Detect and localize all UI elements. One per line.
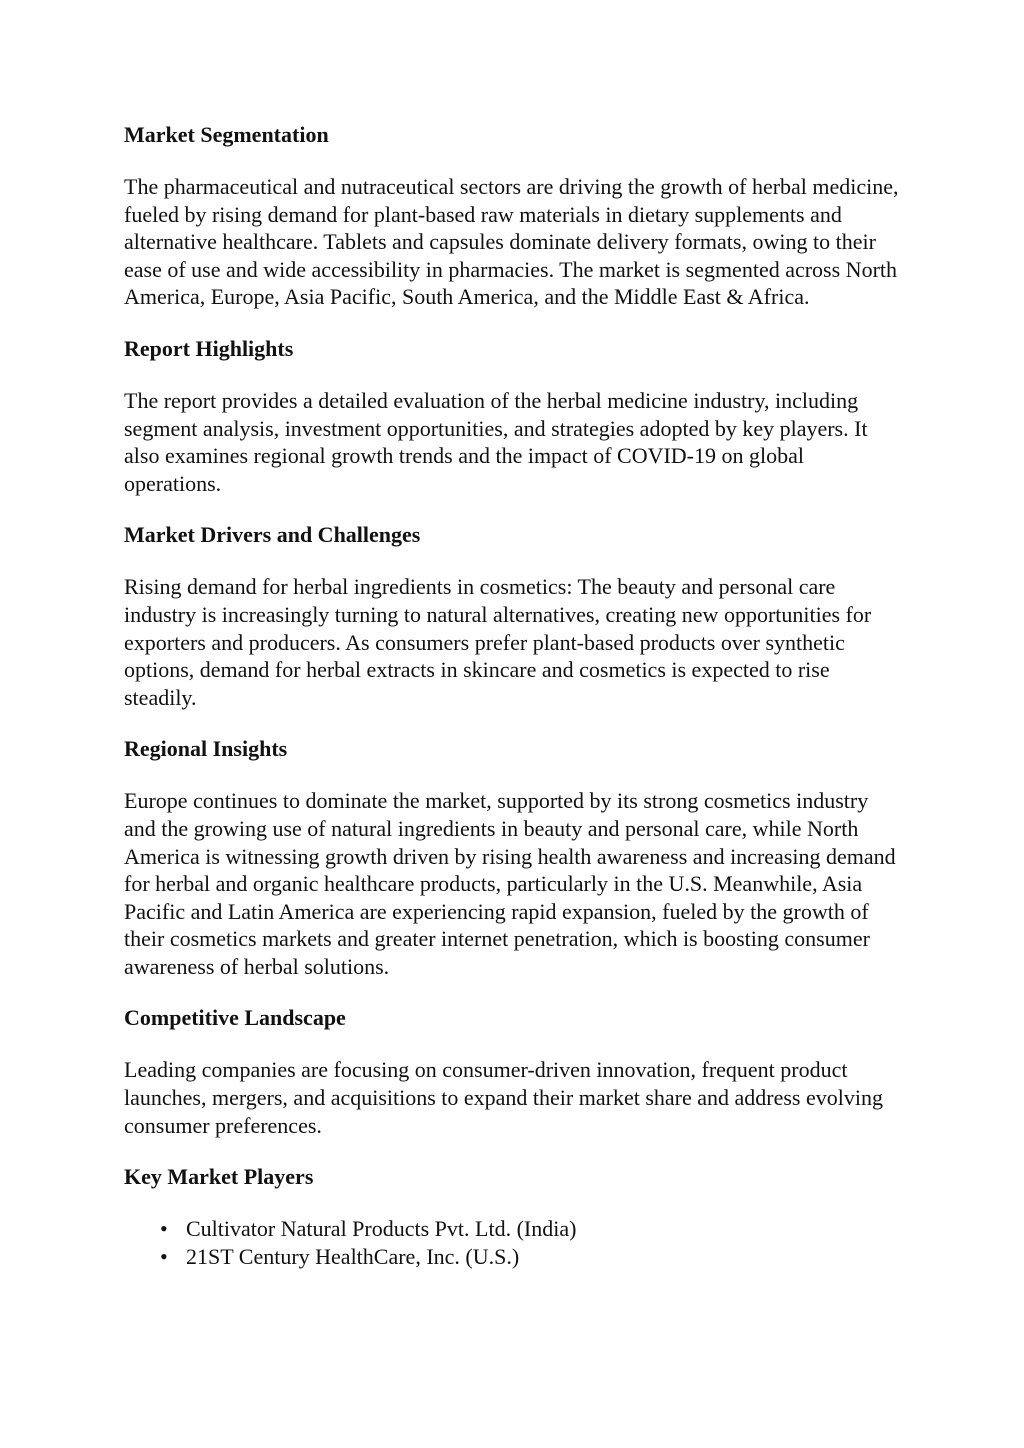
key-player-name: 21ST Century HealthCare, Inc. (U.S.) [186,1244,520,1270]
heading-competitive-landscape: Competitive Landscape [124,1005,346,1031]
key-player-name: Cultivator Natural Products Pvt. Ltd. (India) [186,1216,577,1242]
paragraph-market-segmentation: The pharmaceutical and nutraceutical sectors are driving the growth of herbal medicine, fueled by rising demand for plant-based raw materials in dietary supplements and alternative healthcare. Tablets and capsules dominate delivery formats, owing to their ease of use and wide accessibility in pharmacies. The market is segmented across North America, Europe, Asia Pacific, South America, and the Middle East & Africa. [124,174,899,310]
paragraph-report-highlights: The report provides a detailed evaluation of the herbal medicine industry, including segment analysis, investment opportunities, and strategies adopted by key players. It also examines regional growth trends and the impact of COVID-19 on global operations. [124,387,868,496]
list-item [124,1215,904,1243]
heading-market-segmentation: Market Segmentation [124,122,329,147]
paragraph-market-drivers: Rising demand for herbal ingredients in cosmetics: The beauty and personal care industry is increasingly turning to natural alternatives, creating new opportunities for exporters and producers. As consumers prefer plant-based products over synthetic options, demand for herbal extracts in skincare and cosmetics is expected to rise steadily. [124,574,872,710]
heading-key-market-players: Key Market Players [124,1164,314,1190]
bullet-icon: • [160,1244,168,1270]
list-item [124,1243,904,1271]
paragraph-competitive-landscape: Leading companies are focusing on consumer-driven innovation, frequent product launches, mergers, and acquisitions to expand their market share and address evolving consumer preferences. [124,1057,883,1138]
heading-report-highlights: Report Highlights [124,335,294,361]
document-page [124,121,904,1271]
bullet-icon: • [160,1216,168,1242]
heading-market-drivers: Market Drivers and Challenges [124,522,421,548]
key-players-list [124,1215,904,1271]
paragraph-regional-insights: Europe continues to dominate the market, supported by its strong cosmetics industry and the growing use of natural ingredients in beauty and personal care, while North America is witnessing growth driven by rising health awareness and increasing demand for herbal and organic healthcare products, particularly in the U.S. Meanwhile, Asia Pacific and Latin America are experiencing rapid expansion, fueled by the growth of their cosmetics markets and greater internet penetration, which is boosting consumer awareness of herbal solutions. [124,788,896,979]
heading-regional-insights: Regional Insights [124,736,288,762]
